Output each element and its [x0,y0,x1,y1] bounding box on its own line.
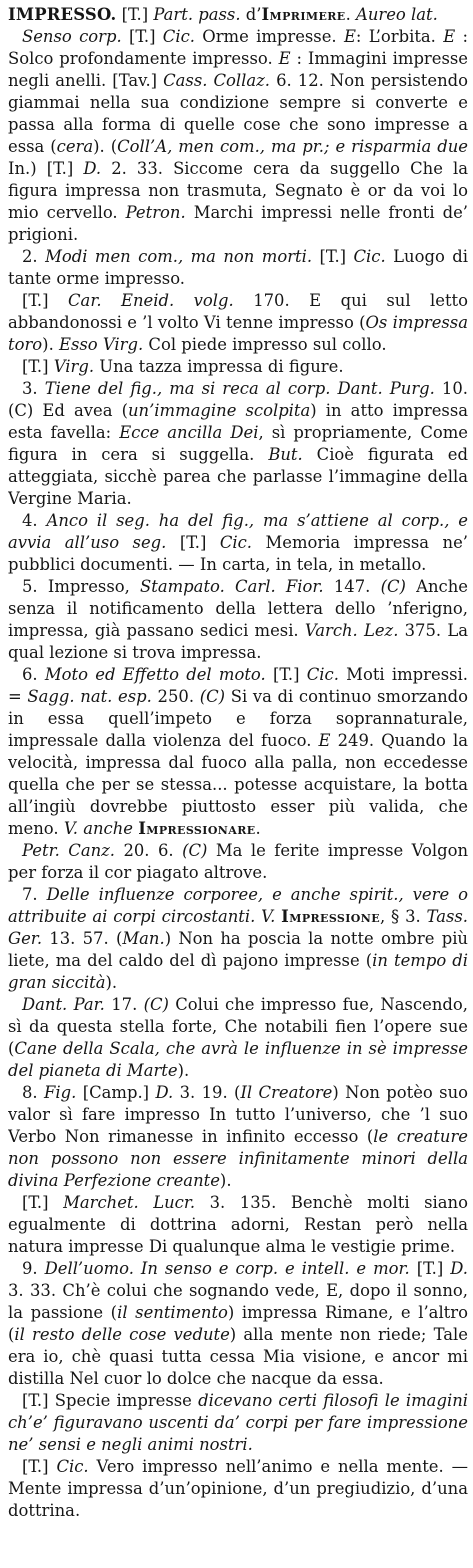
italic-segment: il sentimento [117,1303,228,1322]
italic-segment: Dell’uomo. In senso e corp. e intell. e mor. [44,1259,410,1278]
italic-segment: Varch. Lez. [304,621,399,640]
text-segment: 2. 33. Siccome cera da suggello Che la figura impressa non trasmuta, Segnato è or da voi lo mio cervello. [8,159,468,222]
text-segment: ) impressa Rimane, e l’altro ( [8,1303,468,1344]
text-segment: Vero impresso nell’animo e nella mente. — Mente impressa d’un’opinione, d’un pregiudizio, d’una dottrina. [8,1457,468,1520]
italic-segment: Sagg. nat. esp. [27,687,152,706]
entry-sense-paragraph [8,290,468,356]
italic-segment: cera [56,137,94,156]
cross-reference: Impressione [281,907,381,926]
italic-segment: (C) [380,577,406,596]
italic-segment: Man. [122,929,165,948]
italic-segment: Cass. Collaz. [163,71,271,90]
italic-segment: Aureo lat. [355,5,438,24]
text-segment: [Camp.] [76,1083,156,1102]
entry-sense-paragraph [8,510,468,576]
text-segment: Colui che impresso fue, Nascendo, sì da questa stella forte, Che notabili fien l’opere sue ( [8,995,468,1058]
text-segment: Col piede impresso sul collo. [143,335,387,354]
text-segment: ) alla mente non riede; Tale era io, chè quasi tutta cessa Mia visione, e ancor mi distilla Nel cuor lo dolce che nacque da essa. [8,1325,468,1388]
italic-segment: E [278,49,291,68]
italic-segment: V. anche [63,819,133,838]
text-segment: [T.] [22,291,68,310]
italic-segment: Tiene del fig., ma si reca al corp. Dant. Purg. [44,379,435,398]
entry-sense-paragraph [8,1390,468,1456]
text-segment: Una tazza impressa di figure. [94,357,344,376]
entry-sense-paragraph [8,840,468,884]
text-segment: 8. [22,1083,45,1102]
headword: IMPRESSO. [8,5,117,24]
italic-segment: Tass. Ger. [8,907,468,948]
text-segment: [T.] [166,533,220,552]
text-segment: 6. 12. Non persistendo giammai nella sua condizione sempre si converte e passa alla forma di quelle cose che sono impresse a essa ( [8,71,468,156]
text-segment: [T.] [312,247,354,266]
text-segment: [T.] [121,27,163,46]
text-segment: ) Non potèo suo valor sì fare impresso In tutto l’universo, che ’l suo Verbo Non rimanesse in infinito eccesso ( [8,1083,468,1146]
text-segment: 170. E qui sul letto abbandonossi e ’l volto Vi tenne impresso ( [8,291,468,332]
text-segment: Luogo di tante orme impresso. [8,247,468,288]
italic-segment: Os impressa toro [8,313,468,354]
italic-segment: But. [268,445,303,464]
italic-segment: Cic. [162,27,195,46]
text-segment: ). [219,1171,232,1190]
text-segment: . [255,819,261,838]
italic-segment: Petr. Canz. [22,841,115,860]
text-segment: In.) [T.] [8,159,84,178]
italic-segment: Il Creatore [240,1083,333,1102]
text-segment: 3. 135. Benchè molti siano egualmente di dottrina adorni, Restan però nella natura impresse Di qualunque alma le vestigie prime. [8,1193,468,1256]
text-segment: [T.] [22,1457,57,1476]
text-segment: [T.] [265,665,307,684]
text-segment: : Solco profondamente impresso. [8,27,468,68]
italic-segment: Car. Eneid. volg. [68,291,234,310]
entry-sense-paragraph [8,26,468,246]
text-segment: ) Non ha poscia la notte ombre più liete, ma del caldo del dì pajono impresse ( [8,929,468,970]
italic-segment: Moto ed Effetto del moto. [44,665,266,684]
entry-sense-paragraph [8,884,468,994]
text-segment: 249. Quando la velocità, impressa dal fuoco alla palla, non eccedesse quella che per se stessa... potesse acquistare, la botta all’ingiù dovrebbe piuttosto esser più valida, che meno. [8,731,468,838]
italic-segment: Fig. [44,1083,77,1102]
text-segment: [T.] Specie impresse [22,1391,199,1410]
italic-segment: Cic. [56,1457,89,1476]
italic-segment: Anco il seg. ha del fig., ma s’attiene al corp., e avvia all’uso seg. [8,511,468,552]
text-segment: ) in atto impressa esta favella: [8,401,468,442]
text-segment: 375. La qual lezione si trova impressa. [8,621,468,662]
entry-sense-paragraph [8,356,468,378]
text-segment: 9. [22,1259,45,1278]
text-segment: Marchi impressi nelle fronti de’ prigioni. [8,203,468,244]
italic-segment: Petron. [125,203,186,222]
text-segment: 3. 19. ( [173,1083,241,1102]
text-segment: 13. 57. ( [42,929,123,948]
text-segment: 7. [22,885,47,904]
text-segment: , sì propriamente, Come figura in cera si suggella. [8,423,468,464]
italic-segment: Dant. Par. [22,995,105,1014]
text-segment: . [345,5,356,24]
entry-sense-paragraph [8,994,468,1082]
text-segment: 2. [22,247,46,266]
italic-segment: E [443,27,456,46]
italic-segment: Cic. [306,665,339,684]
italic-segment: (C) [143,995,169,1014]
italic-segment: Coll’A, men com., ma pr.; e risparmia due [117,137,468,156]
italic-segment: D. [450,1259,468,1278]
entry-sense-paragraph [8,246,468,290]
text-segment: Cioè figurata ed atteggiata, sicchè parea che parlasse l’immagine della Vergine Maria. [8,445,468,508]
italic-segment: Cic. [353,247,386,266]
text-segment: 3. 33. Ch’è colui che sognando vede, E, dopo il sonno, la passione ( [8,1281,468,1322]
text-segment: ). [105,973,118,992]
text-segment: [T.] [409,1259,451,1278]
italic-segment: Cane della Scala, che avrà le influenze in sè impresse del pianeta di Marte [8,1039,468,1080]
italic-segment: Virg. [53,357,95,376]
italic-segment: Stampato. Carl. Fior. [140,577,324,596]
italic-segment: E [343,27,356,46]
italic-segment: (C) [199,687,226,706]
text-segment: ). ( [93,137,118,156]
italic-segment: le creature non possono non essere infinitamente minori della divina Perfezione creante [8,1127,468,1190]
text-segment: 250. [151,687,200,706]
text-segment: ). [42,335,59,354]
text-segment: Moti impressi. = [8,665,468,706]
cross-reference: Impressionare [138,819,256,838]
text-segment: : Immagini impresse negli anelli. [Tav.] [8,49,468,90]
text-segment: , § 3. [380,907,427,926]
italic-segment: il resto delle cose vedute [14,1325,230,1344]
text-segment: 20. 6. [115,841,183,860]
entry-sense-paragraph [8,576,468,664]
entry-sense-paragraph [8,1082,468,1192]
text-segment: 4. [22,511,47,530]
italic-segment: D. [155,1083,174,1102]
text-segment: 3. [22,379,45,398]
entry-sense-paragraph [8,1456,468,1522]
italic-segment: D. [83,159,102,178]
text-segment: Anche senza il notificamento della lettera dello ’nferigno, impressa, già passano sedici mesi. [8,577,468,640]
italic-segment: un’immagine scolpita [127,401,311,420]
text-segment: 17. [104,995,144,1014]
entry-sense-paragraph [8,1258,468,1390]
entry-sense-paragraph [8,664,468,840]
italic-segment: Esso Virg. [59,335,144,354]
text-segment: Orme impresse. [194,27,344,46]
italic-segment: E [318,731,331,750]
text-segment: [T.] [22,1193,64,1212]
text-segment: [T.] [22,357,54,376]
entry-heading-paragraph [8,4,468,26]
italic-segment: (C) [182,841,208,860]
text-segment: Ma le ferite impresse Volgon per forza il cor piagato altrove. [8,841,468,882]
italic-segment: Modi men com., ma non morti. [45,247,313,266]
text-segment: d’ [240,5,262,24]
text-segment: : L’orbita. [355,27,444,46]
italic-segment: Senso corp. [22,27,122,46]
cross-reference: Imprimere [261,5,346,24]
text-segment: [T.] [116,5,154,24]
text-segment: 147. [323,577,381,596]
italic-segment: Cic. [219,533,252,552]
dictionary-page [8,4,468,1564]
entry-sense-paragraph [8,1192,468,1258]
dictionary-entry-impresso [8,4,468,1522]
text-segment: 6. [22,665,45,684]
text-segment: Memoria impressa ne’ pubblici documenti. — In carta, in tela, in metallo. [8,533,468,574]
text-segment: 10. (C) Ed avea ( [8,379,468,420]
italic-segment: Marchet. Lucr. [63,1193,196,1212]
italic-segment: Part. pass. [153,5,241,24]
italic-segment: Delle influenze corporee, e anche spirit., vere o attribuite ai corpi circostanti. V. [8,885,468,926]
italic-segment: in tempo di gran siccità [8,951,468,992]
text-segment: ). [177,1061,190,1080]
italic-segment: Ecce ancilla Dei [119,423,259,442]
entry-sense-paragraph [8,378,468,510]
italic-segment: dicevano certi filosofi le imagini ch’e’ figuravano uscenti da’ corpi per fare impressione ne’ sensi e negli animi nostri. [8,1391,468,1454]
text-segment: 5. Impresso, [22,577,141,596]
text-segment: Si va di continuo smorzando in essa quell’impeto e forza soprannaturale, impressale dalla violenza del fuoco. [8,687,468,750]
